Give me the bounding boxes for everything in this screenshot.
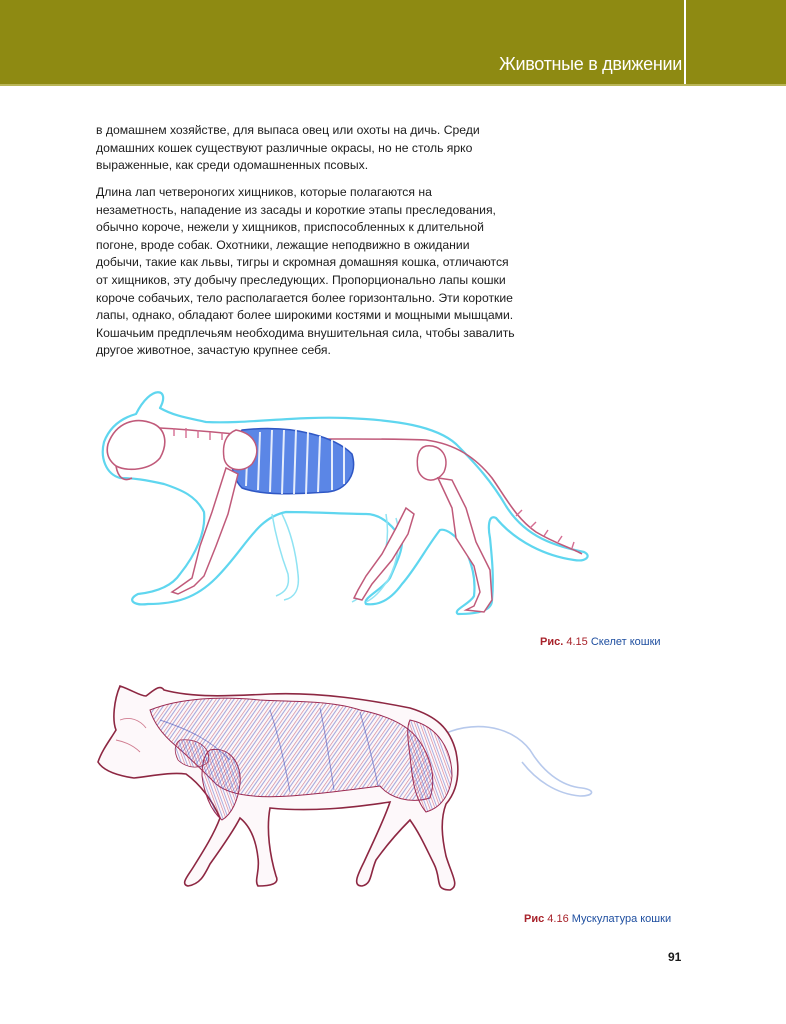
text-line: выраженные, как среди одомашненных псовых.	[96, 158, 369, 173]
chapter-header	[0, 0, 786, 84]
caption-label: Рис	[524, 913, 545, 925]
text-line: обычно короче, нежели у хищников, приспособленных к длительной	[96, 220, 484, 235]
text-line: Кошачьим предплечьям необходима внушительная сила, чтобы завалить	[96, 325, 515, 340]
page-number: 91	[668, 950, 682, 964]
caption-title: Скелет кошки	[590, 636, 661, 648]
text-line: погоне, вроде собак. Охотники, лежащие неподвижно в ожидании	[96, 237, 470, 252]
caption-label: Рис.	[540, 636, 564, 648]
text-line: незаметность, нападение из засады и короткие этапы преследования,	[96, 202, 496, 217]
figure-caption-muscles	[524, 913, 671, 925]
text-line: Длина лап четвероногих хищников, которые полагаются на	[96, 185, 432, 199]
header-rule	[0, 84, 786, 86]
caption-number: 4.15	[566, 636, 588, 648]
text-line: от хищников, эту добычу преследующих. Пропорционально лапы кошки	[96, 272, 506, 287]
figure-caption-skeleton	[540, 636, 661, 648]
text-line: в домашнем хозяйстве, для выпаса овец или охоты на дичь. Среди	[96, 123, 480, 137]
text-line: домашних кошек существуют различные окрасы, но не столь ярко	[96, 140, 473, 155]
text-line: короче собачьих, тело располагается более горизонтально. Эти короткие	[96, 290, 513, 305]
caption-number: 4.16	[547, 913, 569, 925]
text-line: другое животное, зачастую крупнее себя.	[96, 343, 331, 358]
paragraph-1	[96, 122, 516, 175]
chapter-title: Животные в движении	[499, 54, 682, 74]
text-line: лапы, однако, обладают более широкими костями и мощными мышцами.	[96, 308, 514, 323]
paragraph-2	[96, 184, 516, 360]
caption-title: Мускулатура кошки	[571, 913, 672, 925]
text-line: добычи, такие как львы, тигры и скромная домашняя кошка, отличаются	[96, 255, 509, 270]
header-divider	[684, 0, 686, 84]
cat-skeleton-illustration	[96, 378, 596, 628]
cat-musculature-illustration	[90, 680, 600, 905]
